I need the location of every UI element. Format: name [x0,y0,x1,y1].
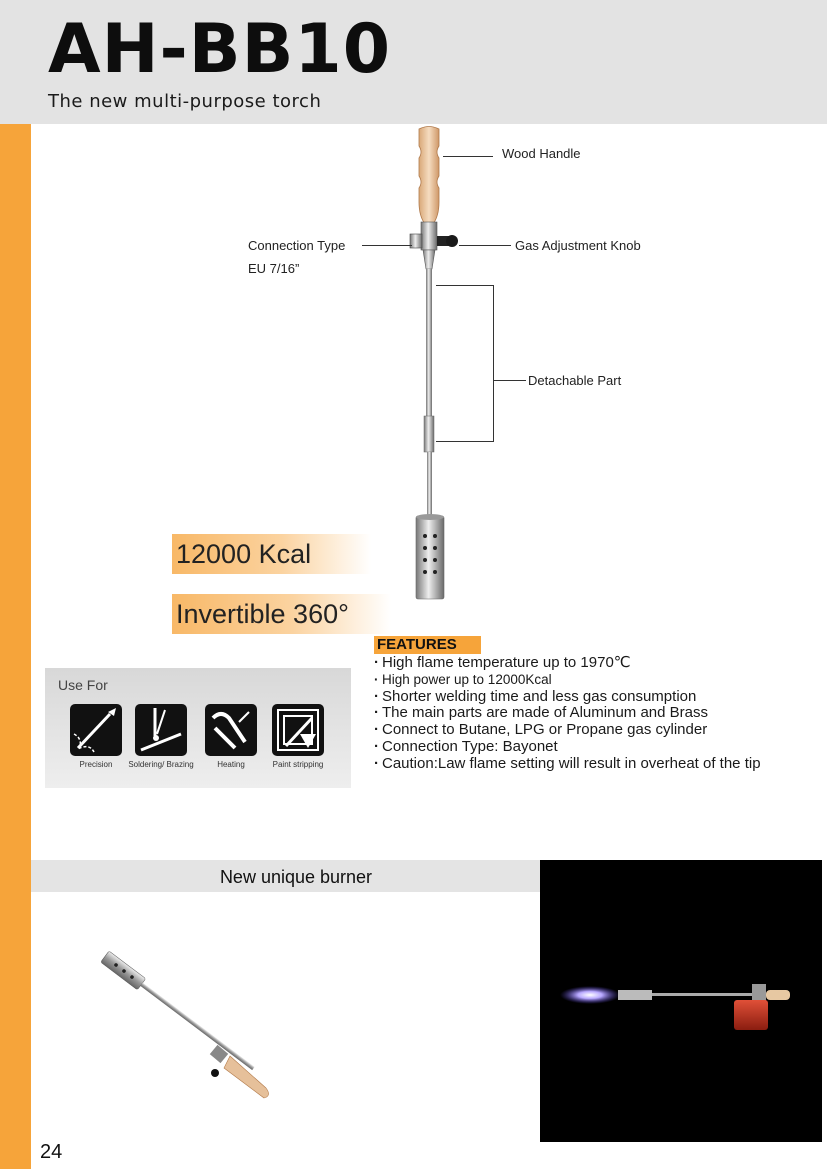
detachable-bracket-top [436,285,494,286]
use-label: Precision [79,760,113,769]
lance-tube-icon [424,269,434,517]
product-title: AH-BB10 [48,10,392,89]
heating-icon [205,704,257,756]
detachable-leader [494,380,526,381]
wood-handle-icon [419,127,439,225]
burner-section-title: New unique burner [219,867,373,887]
burner-section-header [31,860,540,892]
use-item-paint-stripping [263,704,333,769]
wood-handle-label: Wood Handle [502,146,581,161]
connection-type-label: Connection Type [248,238,346,253]
paint-stripping-icon [272,704,324,756]
product-subtitle: The new multi-purpose torch [48,91,322,112]
flame-icon [560,986,620,1004]
lit-torch-image [540,860,822,1142]
use-item-soldering [126,704,196,769]
soldering-icon [135,704,187,756]
angled-torch-photo [90,948,290,1108]
feature-item: · Connection Type: Bayonet [372,739,782,756]
knob-leader [459,245,511,246]
power-spec-band: 12000 Kcal [172,534,371,574]
page-header [0,0,827,124]
use-label: Soldering/ Brazing [128,760,194,769]
feature-item: · Connect to Butane, LPG or Propane gas cylinder [372,722,782,739]
lit-torch-photo [540,860,822,1142]
precision-icon [70,704,122,756]
connection-leader [362,245,412,246]
feature-item: · High power up to 12000Kcal [372,672,782,689]
feature-item: · Caution:Law flame setting will result in overheat of the tip [372,756,772,773]
gas-cylinder-icon [734,1000,768,1030]
angled-handle-icon [210,1045,269,1098]
features-title: FEATURES [374,636,481,654]
connection-spec-label: EU 7/16” [248,261,300,276]
use-for-panel [45,668,351,788]
use-label: Paint stripping [272,760,324,769]
detachable-label: Detachable Part [528,373,622,388]
page-number: 24 [40,1141,63,1163]
use-item-precision [61,704,131,769]
feature-item: · High flame temperature up to 1970℃ [372,655,782,672]
connector-icon [410,222,458,269]
rotation-spec-band: Invertible 360° [172,594,391,634]
burner-head-icon [416,514,444,599]
use-label: Heating [217,760,245,769]
feature-item: · Shorter welding time and less gas consumption [372,689,782,706]
wood-handle-leader [443,156,493,157]
use-item-heating [196,704,266,769]
accent-sidebar [0,124,31,1169]
detachable-bracket-bottom [436,441,494,442]
angled-burner-icon [101,951,258,1074]
use-for-title: Use For [58,677,108,693]
feature-item: · The main parts are made of Aluminum and Brass [372,705,782,722]
features-list [372,655,782,773]
detachable-bracket-right [493,285,494,442]
torch-diagram [395,124,485,610]
gas-knob-label: Gas Adjustment Knob [515,238,641,253]
